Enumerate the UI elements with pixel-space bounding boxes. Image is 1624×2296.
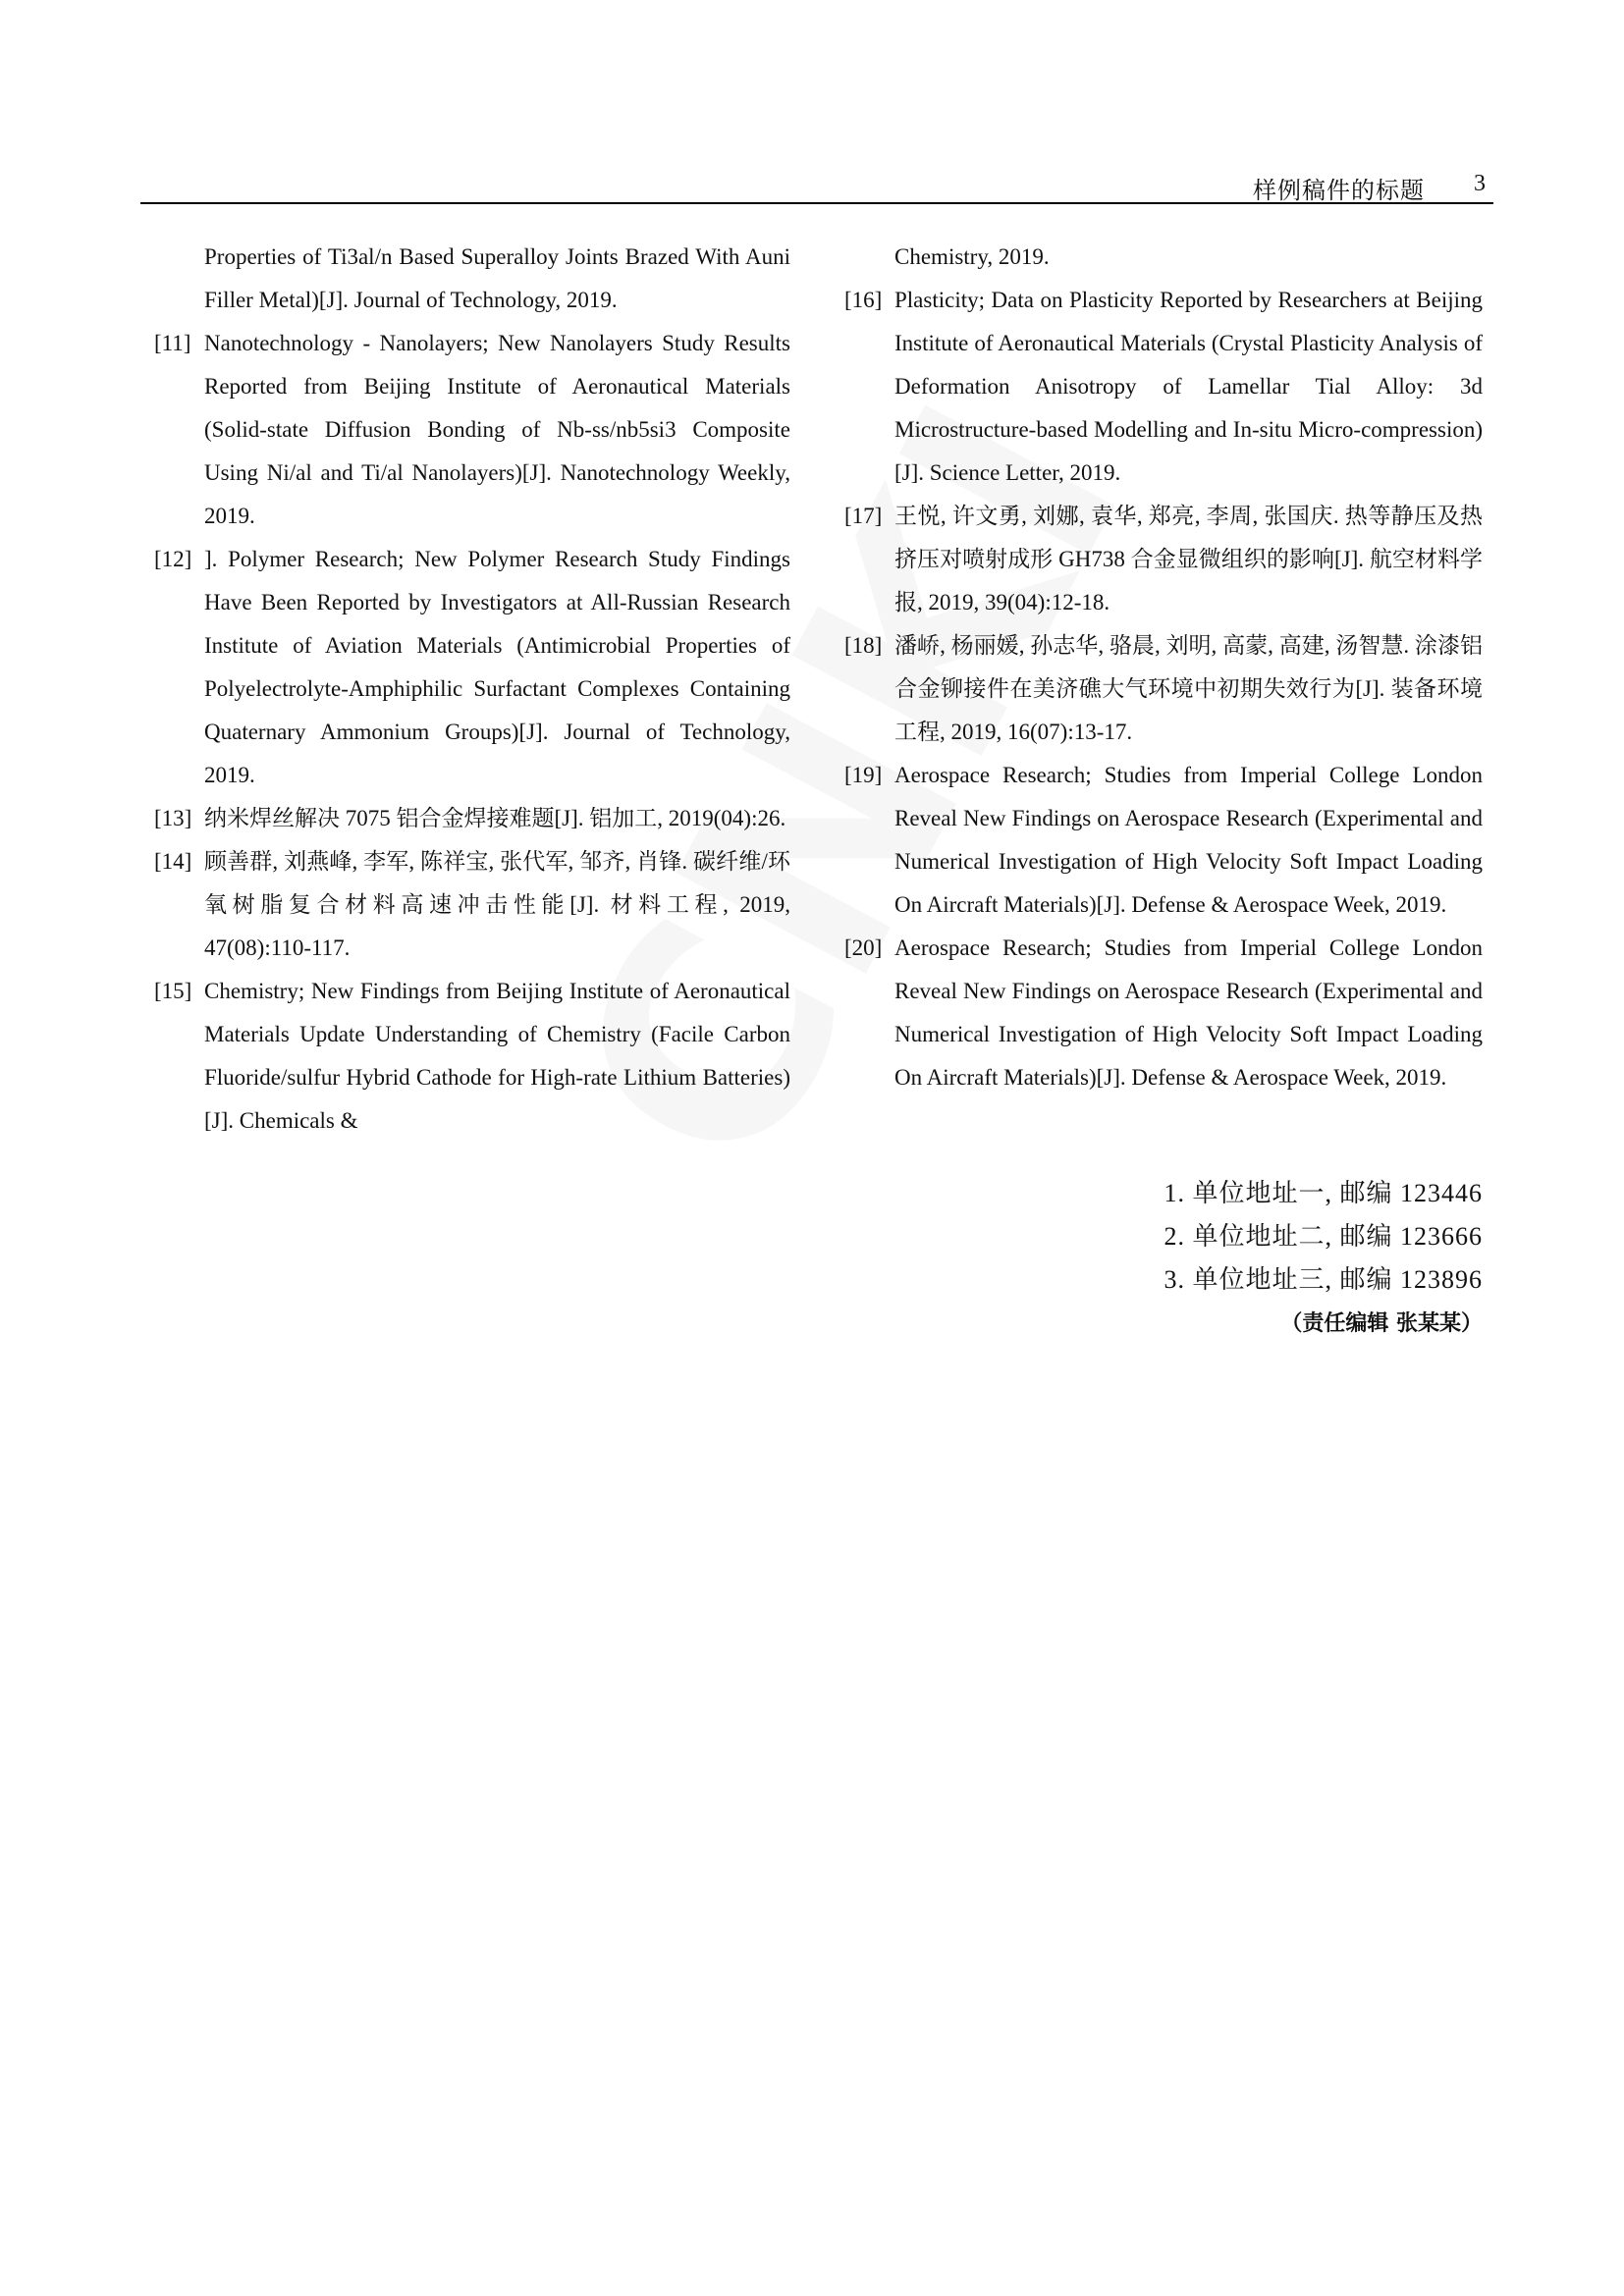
reference-text: 潘峤, 杨丽媛, 孙志华, 骆晨, 刘明, 高蒙, 高建, 汤智慧. 涂漆铝合金铆接件在美济礁大气环境中初期失效行为[J]. 装备环境工程, 2019, 16(07):13-17. (894, 633, 1483, 744)
reference-number: [20] (844, 935, 883, 960)
reference-number: [15] (154, 979, 192, 1003)
reference-number: [13] (154, 806, 192, 830)
reference-text: Aerospace Research; Studies from Imperial College London Reveal New Findings on Aerospace Research (Experimental and Numerical Investigation of High Velocity Soft Impact Loading On Aircraft Materials)[J]. Defense & Aerospace Week, 2019. (894, 935, 1483, 1090)
reference-item (844, 754, 1483, 927)
reference-text: 王悦, 许文勇, 刘娜, 袁华, 郑亮, 李周, 张国庆. 热等静压及热挤压对喷射成形 GH738 合金显微组织的影响[J]. 航空材料学报, 2019, 39(04):12-18. (894, 504, 1483, 614)
reference-number: [16] (844, 288, 883, 312)
reference-item (154, 322, 790, 538)
reference-item (154, 840, 790, 970)
address-line: 2. 单位地址二, 邮编 123666 (1164, 1222, 1483, 1251)
left-column (154, 236, 790, 1143)
page-number: 3 (1474, 171, 1486, 196)
running-title: 样例稿件的标题 (1253, 179, 1425, 204)
right-column (844, 236, 1483, 1099)
reference-text: Aerospace Research; Studies from Imperial College London Reveal New Findings on Aerospace Research (Experimental and Numerical Investigation of High Velocity Soft Impact Loading On Aircraft Materials)[J]. Defense & Aerospace Week, 2019. (894, 763, 1483, 917)
reference-item (154, 970, 790, 1143)
reference-item (154, 538, 790, 797)
reference-number: [14] (154, 849, 192, 874)
reference-text: Nanotechnology - Nanolayers; New Nanolayers Study Results Reported from Beijing Institute of Aeronautical Materials (Solid-state Diffusion Bonding of Nb-ss/nb5si3 Composite Using Ni/al and Ti/al Nanolayers)[J]. Nanotechnology Weekly, 2019. (204, 331, 790, 528)
reference-item (844, 495, 1483, 624)
affiliation-addresses (1164, 1172, 1483, 1346)
reference-text: Plasticity; Data on Plasticity Reported by Researchers at Beijing Institute of Aeronautical Materials (Crystal Plasticity Analysis of Deformation Anisotropy of Lamellar Tial Alloy: 3d Microstructure-based Modelling and In-situ Micro-compression)[J]. Science Letter, 2019. (894, 288, 1483, 485)
reference-number: [11] (154, 331, 191, 355)
reference-number: [19] (844, 763, 883, 787)
reference-text: 纳米焊丝解决 7075 铝合金焊接难题[J]. 铝加工, 2019(04):26. (204, 806, 786, 830)
reference-number: [18] (844, 633, 883, 658)
reference-item (844, 927, 1483, 1099)
reference-item (844, 624, 1483, 754)
reference-item (154, 797, 790, 840)
reference-item (844, 279, 1483, 495)
reference-number: [12] (154, 547, 192, 571)
running-header (140, 169, 1493, 204)
address-line: 3. 单位地址三, 邮编 123896 (1164, 1265, 1483, 1294)
reference-continuation: Properties of Ti3al/n Based Superalloy Joints Brazed With Auni Filler Metal)[J]. Journal of Technology, 2019. (204, 244, 790, 312)
reference-text: ]. Polymer Research; New Polymer Research Study Findings Have Been Reported by Investigators at All-Russian Research Institute of Aviation Materials (Antimicrobial Properties of Polyelectrolyte-Amphiphilic Surfactant Complexes Containing Quaternary Ammonium Groups)[J]. Journal of Technology, 2019. (204, 547, 790, 787)
reference-text: Chemistry; New Findings from Beijing Institute of Aeronautical Materials Update Understanding of Chemistry (Facile Carbon Fluoride/sulfur Hybrid Cathode for High-rate Lithium Batteries)[J]. Chemicals & (204, 979, 790, 1133)
address-line: 1. 单位地址一, 邮编 123446 (1164, 1179, 1483, 1207)
reference-text: 顾善群, 刘燕峰, 李军, 陈祥宝, 张代军, 邹齐, 肖锋. 碳纤维/环氧树脂复合材料高速冲击性能[J]. 材料工程, 2019, 47(08):110-117. (204, 849, 790, 960)
responsible-editor: （责任编辑 张某某） (1280, 1311, 1483, 1336)
reference-continuation: Chemistry, 2019. (894, 244, 1050, 269)
reference-number: [17] (844, 504, 883, 528)
